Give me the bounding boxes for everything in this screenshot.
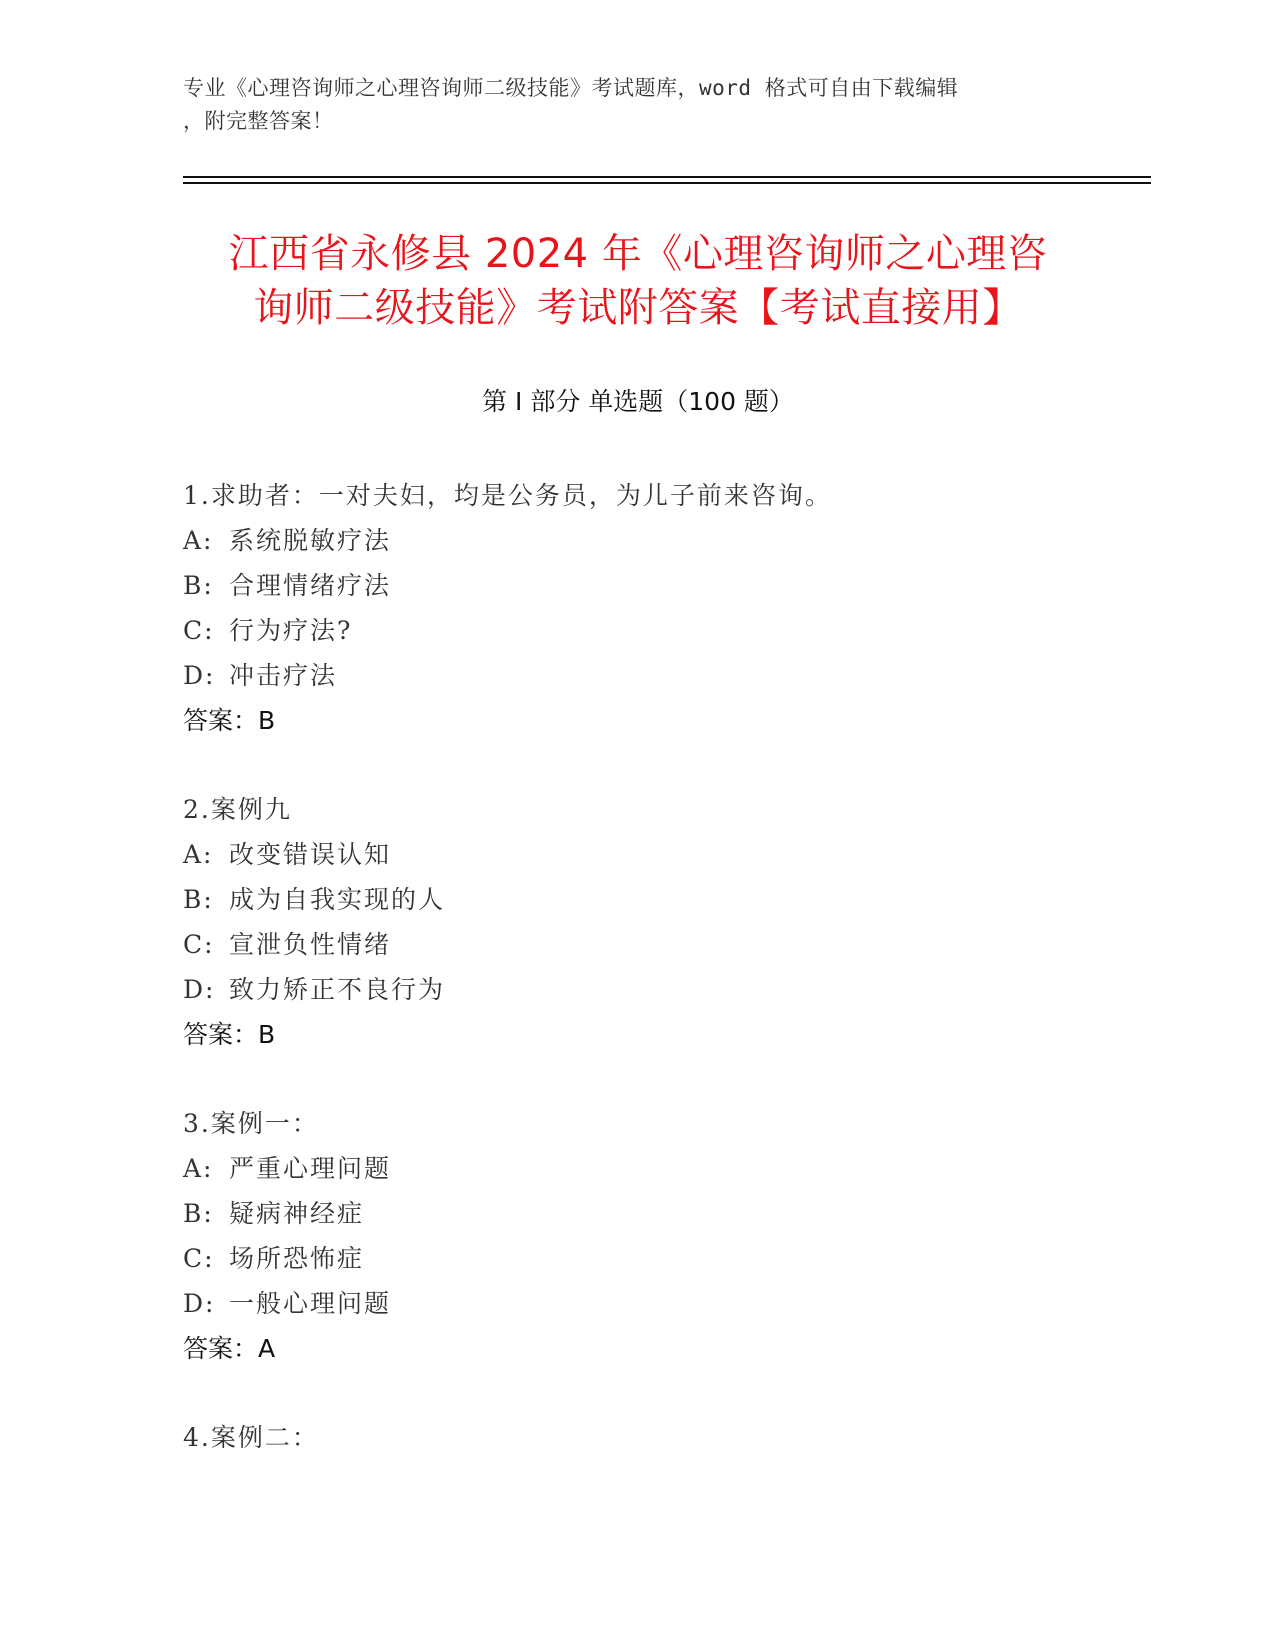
- option-letter: D:: [183, 1289, 216, 1318]
- option-letter: A:: [183, 1154, 214, 1183]
- question-option: [183, 1281, 1083, 1326]
- option-letter: B:: [183, 1199, 214, 1228]
- option-text: 冲击疗法: [229, 661, 338, 690]
- option-text: 宣泄负性情绪: [229, 930, 392, 959]
- option-letter: C:: [183, 930, 215, 959]
- question-item: [183, 473, 1083, 743]
- option-letter: D:: [183, 975, 216, 1004]
- question-stem: 3.案例一：: [183, 1109, 319, 1138]
- option-text: 场所恐怖症: [229, 1244, 365, 1273]
- question-option: [183, 608, 1083, 653]
- document-title-line-2: 询师二级技能》考试附答案【考试直接用】: [253, 285, 1023, 331]
- question-item: [183, 1415, 1083, 1460]
- question-answer: [183, 698, 1083, 743]
- option-text: 一般心理问题: [229, 1289, 392, 1318]
- header-divider-bottom: [183, 182, 1151, 184]
- question-option: [183, 518, 1083, 563]
- option-text: 严重心理问题: [229, 1154, 392, 1183]
- question-option: [183, 877, 1083, 922]
- question-item: [183, 787, 1083, 1057]
- document-title-line-1: 江西省永修县 2024 年《心理咨询师之心理咨: [228, 231, 1048, 277]
- option-text: 疑病神经症: [229, 1199, 365, 1228]
- question-option: [183, 832, 1083, 877]
- option-text: 致力矫正不良行为: [229, 975, 446, 1004]
- header-note-line-1: 专业《心理咨询师之心理咨询师二级技能》考试题库，word 格式可自由下载编辑: [183, 76, 959, 100]
- option-text: 成为自我实现的人: [229, 885, 446, 914]
- question-list: [183, 473, 1083, 1504]
- question-option: [183, 967, 1083, 1012]
- option-letter: D:: [183, 661, 216, 690]
- question-option: [183, 563, 1083, 608]
- answer-value: A: [258, 1334, 276, 1363]
- header-divider-top: [183, 176, 1151, 178]
- question-option: [183, 1191, 1083, 1236]
- question-stem: 2.案例九: [183, 795, 292, 824]
- option-text: 行为疗法?: [229, 616, 353, 645]
- answer-label: 答案：: [183, 1020, 259, 1049]
- document-title: [183, 227, 1093, 335]
- question-option: [183, 922, 1083, 967]
- option-text: 合理情绪疗法: [229, 571, 392, 600]
- header-note: [183, 72, 1083, 138]
- option-text: 系统脱敏疗法: [229, 526, 392, 555]
- question-option: [183, 1236, 1083, 1281]
- answer-label: 答案：: [183, 706, 259, 735]
- question-item: [183, 1101, 1083, 1371]
- question-answer: [183, 1326, 1083, 1371]
- answer-value: B: [258, 1020, 276, 1049]
- option-letter: B:: [183, 571, 214, 600]
- option-text: 改变错误认知: [229, 840, 392, 869]
- option-letter: A:: [183, 840, 214, 869]
- answer-value: B: [258, 706, 276, 735]
- answer-label: 答案：: [183, 1334, 259, 1363]
- question-stem: 1.求助者：一对夫妇，均是公务员，为儿子前来咨询。: [183, 481, 832, 510]
- option-letter: C:: [183, 1244, 215, 1273]
- question-stem: 4.案例二：: [183, 1423, 319, 1452]
- section-title: 第 I 部分 单选题（100 题）: [482, 387, 794, 416]
- option-letter: A:: [183, 526, 214, 555]
- question-answer: [183, 1012, 1083, 1057]
- header-note-line-2: ，附完整答案！: [183, 109, 334, 133]
- option-letter: C:: [183, 616, 215, 645]
- question-option: [183, 1146, 1083, 1191]
- option-letter: B:: [183, 885, 214, 914]
- question-option: [183, 653, 1083, 698]
